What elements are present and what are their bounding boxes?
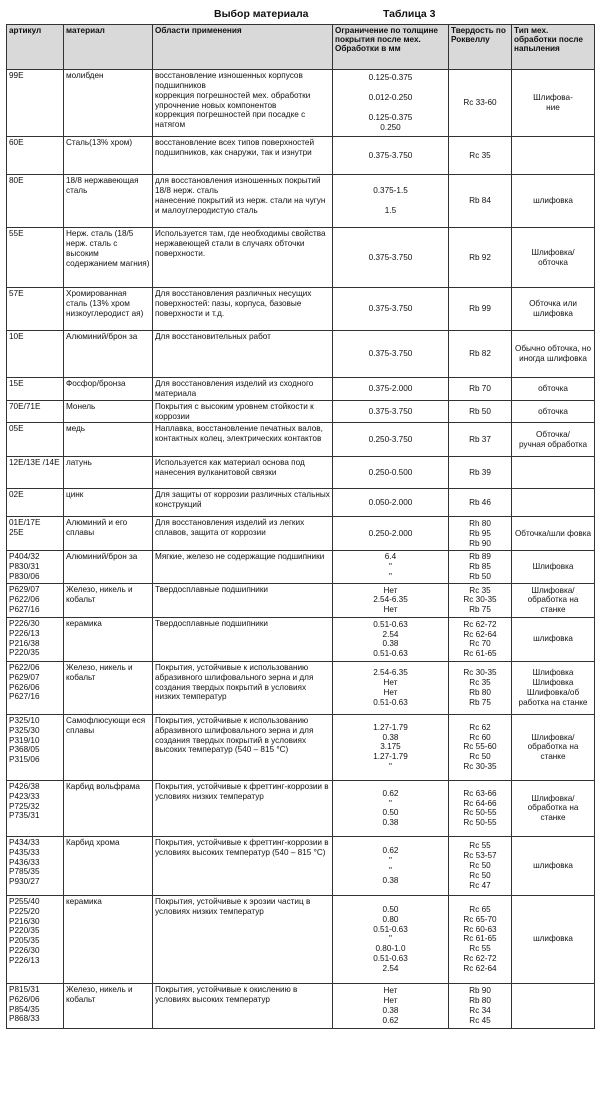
article-cell: 01E/17E 25E bbox=[7, 517, 64, 551]
thickness-limit-cell: 0.375-3.750 bbox=[333, 137, 449, 175]
article-cell: 12E/13E /14E bbox=[7, 457, 64, 489]
application-cell: Покрытия, устойчивые к фреттинг-коррозии в условиях высоких температур (540 – 815 °C) bbox=[153, 836, 333, 895]
material-cell: Алюминий/брон за bbox=[64, 551, 153, 584]
document-title: Выбор материала bbox=[214, 8, 309, 20]
header-article: артикул bbox=[7, 25, 64, 70]
application-cell: Для восстановления изделий из сходного материала bbox=[153, 378, 333, 401]
application-cell: восстановление всех типов поверхностей подшипников, как снаружи, так и изнутри bbox=[153, 137, 333, 175]
application-cell: для восстановления изношенных покрытий 18/8 нерж. сталь нанесение покрытий из нерж. стали на чугун и малоуглеродистую сталь bbox=[153, 175, 333, 228]
article-cell: P622/06 P629/07 P626/06 P627/16 bbox=[7, 661, 64, 714]
hardness-cell: Rb 70 bbox=[449, 378, 512, 401]
header-material: материал bbox=[64, 25, 153, 70]
table-row bbox=[7, 836, 595, 895]
hardness-cell: Rc 55 Rc 53-57 Rc 50 Rc 50 Rc 47 bbox=[449, 836, 512, 895]
application-cell: Используется там, где необходимы свойства нержавеющей стали в случаях обточки поверхности. bbox=[153, 228, 333, 288]
application-cell: Наплавка, восстановление печатных валов, контактных колец, электрических контактов bbox=[153, 423, 333, 457]
application-cell: Покрытия, устойчивые к использованию абразивного шлифовального зерна и для создания твердых покрытий в условиях низких температур bbox=[153, 661, 333, 714]
thickness-limit-cell: 0.375-1.5 1.5 bbox=[333, 175, 449, 228]
machining-type-cell: обточка bbox=[512, 400, 595, 423]
article-cell: 99E bbox=[7, 70, 64, 137]
hardness-cell: Rb 82 bbox=[449, 331, 512, 378]
application-cell: Покрытия с высоким уровнем стойкости к коррозии bbox=[153, 400, 333, 423]
application-cell: Твердосплавные подшипники bbox=[153, 583, 333, 617]
header-hardness: Твердость по Роквеллу bbox=[449, 25, 512, 70]
article-cell: P255/40 P225/20 P216/30 P220/35 P205/35 P226/30 P226/13 bbox=[7, 895, 64, 983]
material-cell: Монель bbox=[64, 400, 153, 423]
article-cell: 02E bbox=[7, 489, 64, 517]
application-cell: восстановление изношенных корпусов подшипников коррекция погрешностей мех. обработки упрочнение новых компонентов коррекция погрешностей при посадке с натягом bbox=[153, 70, 333, 137]
table-row bbox=[7, 457, 595, 489]
hardness-cell: Rh 80 Rb 95 Rb 90 bbox=[449, 517, 512, 551]
article-cell: 57E bbox=[7, 288, 64, 331]
material-cell: Железо, никель и кобальт bbox=[64, 983, 153, 1028]
machining-type-cell: шлифовка bbox=[512, 836, 595, 895]
table-body bbox=[7, 70, 595, 1029]
article-cell: P226/30 P226/13 P216/38 P220/35 bbox=[7, 617, 64, 661]
hardness-cell: Rc 62 Rc 60 Rc 55-60 Rc 50 Rc 30-35 bbox=[449, 714, 512, 780]
hardness-cell: Rb 92 bbox=[449, 228, 512, 288]
machining-type-cell bbox=[512, 489, 595, 517]
material-cell: Карбид хрома bbox=[64, 836, 153, 895]
material-cell: Карбид вольфрама bbox=[64, 780, 153, 836]
material-cell: Фосфор/бронза bbox=[64, 378, 153, 401]
thickness-limit-cell: 1.27-1.79 0.38 3.175 1.27-1.79 " bbox=[333, 714, 449, 780]
machining-type-cell: Обычно обточка, но иногда шлифовка bbox=[512, 331, 595, 378]
table-row bbox=[7, 983, 595, 1028]
hardness-cell: Rc 65 Rc 65-70 Rc 60-63 Rc 61-65 Rc 55 Rc 62-72 Rc 62-64 bbox=[449, 895, 512, 983]
machining-type-cell: Шлифовка/ обработка на станке bbox=[512, 780, 595, 836]
table-row bbox=[7, 517, 595, 551]
thickness-limit-cell: 0.375-3.750 bbox=[333, 400, 449, 423]
thickness-limit-cell: 2.54-6.35 Нет Нет 0.51-0.63 bbox=[333, 661, 449, 714]
table-row bbox=[7, 583, 595, 617]
table-row bbox=[7, 331, 595, 378]
hardness-cell: Rb 46 bbox=[449, 489, 512, 517]
table-row bbox=[7, 423, 595, 457]
machining-type-cell: шлифовка bbox=[512, 617, 595, 661]
application-cell: Покрытия, устойчивые к использованию абразивного шлифовального зерна и для создания твердых покрытий в условиях высоких температур (540 – 815 °C) bbox=[153, 714, 333, 780]
thickness-limit-cell: 0.250-3.750 bbox=[333, 423, 449, 457]
application-cell: Для восстановления изделий из легких сплавов, защита от коррозии bbox=[153, 517, 333, 551]
material-cell: Самофлюсующи еся сплавы bbox=[64, 714, 153, 780]
hardness-cell: Rb 89 Rb 85 Rb 50 bbox=[449, 551, 512, 584]
hardness-cell: Rb 99 bbox=[449, 288, 512, 331]
header-thickness-limit: Ограничение по толщине покрытия после мех. Обработки в мм bbox=[333, 25, 449, 70]
material-cell: керамика bbox=[64, 617, 153, 661]
machining-type-cell: Шлифовка/ обточка bbox=[512, 228, 595, 288]
material-cell: латунь bbox=[64, 457, 153, 489]
table-label: Таблица 3 bbox=[383, 8, 436, 20]
machining-type-cell: шлифовка bbox=[512, 895, 595, 983]
machining-type-cell: Обточка или шлифовка bbox=[512, 288, 595, 331]
hardness-cell: Rb 84 bbox=[449, 175, 512, 228]
table-row bbox=[7, 175, 595, 228]
application-cell: Используется как материал основа под нанесения вулканитовой связки bbox=[153, 457, 333, 489]
table-row bbox=[7, 551, 595, 584]
table-row bbox=[7, 288, 595, 331]
material-cell: керамика bbox=[64, 895, 153, 983]
thickness-limit-cell: 0.51-0.63 2.54 0.38 0.51-0.63 bbox=[333, 617, 449, 661]
hardness-cell: Rb 39 bbox=[449, 457, 512, 489]
hardness-cell: Rb 90 Rb 80 Rc 34 Rc 45 bbox=[449, 983, 512, 1028]
article-cell: P404/32 P830/31 P830/06 bbox=[7, 551, 64, 584]
article-cell: 55E bbox=[7, 228, 64, 288]
machining-type-cell: обточка bbox=[512, 378, 595, 401]
thickness-limit-cell: 0.62 " " 0.38 bbox=[333, 836, 449, 895]
table-header-row bbox=[7, 25, 595, 70]
article-cell: 10E bbox=[7, 331, 64, 378]
machining-type-cell: Шлифовка bbox=[512, 551, 595, 584]
material-cell: Алюминий и его сплавы bbox=[64, 517, 153, 551]
article-cell: 80E bbox=[7, 175, 64, 228]
machining-type-cell bbox=[512, 137, 595, 175]
article-cell: P426/38 P423/33 P725/32 P735/31 bbox=[7, 780, 64, 836]
table-row bbox=[7, 661, 595, 714]
material-cell: медь bbox=[64, 423, 153, 457]
application-cell: Твердосплавные подшипники bbox=[153, 617, 333, 661]
thickness-limit-cell: 6.4 " " bbox=[333, 551, 449, 584]
table-row bbox=[7, 70, 595, 137]
hardness-cell: Rc 35 Rc 30-35 Rb 75 bbox=[449, 583, 512, 617]
machining-type-cell: Шлифовка Шлифовка Шлифовка/об работка на станке bbox=[512, 661, 595, 714]
application-cell: Покрытия, устойчивые к фреттинг-коррозии в условиях низких температур bbox=[153, 780, 333, 836]
material-cell: молибден bbox=[64, 70, 153, 137]
article-cell: P325/10 P325/30 P319/10 P368/05 P315/06 bbox=[7, 714, 64, 780]
hardness-cell: Rc 30-35 Rc 35 Rb 80 Rb 75 bbox=[449, 661, 512, 714]
table-row bbox=[7, 895, 595, 983]
material-cell: Хромированная сталь (13% хром низкоуглеродист ая) bbox=[64, 288, 153, 331]
material-cell: Железо, никель и кобальт bbox=[64, 583, 153, 617]
thickness-limit-cell: 0.62 " 0.50 0.38 bbox=[333, 780, 449, 836]
article-cell: P629/07 P622/06 P627/16 bbox=[7, 583, 64, 617]
thickness-limit-cell: 0.375-3.750 bbox=[333, 288, 449, 331]
table-row bbox=[7, 617, 595, 661]
article-cell: 60E bbox=[7, 137, 64, 175]
table-row bbox=[7, 228, 595, 288]
application-cell: Для защиты от коррозии различных стальных конструкций bbox=[153, 489, 333, 517]
machining-type-cell bbox=[512, 457, 595, 489]
article-cell: 05E bbox=[7, 423, 64, 457]
application-cell: Покрытия, устойчивые к окислению в условиях высоких температур bbox=[153, 983, 333, 1028]
thickness-limit-cell: 0.250-2.000 bbox=[333, 517, 449, 551]
machining-type-cell: Шлифовка/ обработка на станке bbox=[512, 583, 595, 617]
article-cell: 70E/71E bbox=[7, 400, 64, 423]
thickness-limit-cell: 0.050-2.000 bbox=[333, 489, 449, 517]
material-cell: Железо, никель и кобальт bbox=[64, 661, 153, 714]
table-row bbox=[7, 714, 595, 780]
thickness-limit-cell: Нет Нет 0.38 0.62 bbox=[333, 983, 449, 1028]
machining-type-cell: Обточка/ ручная обработка bbox=[512, 423, 595, 457]
table-row bbox=[7, 378, 595, 401]
document-heading bbox=[0, 4, 600, 24]
thickness-limit-cell: 0.375-2.000 bbox=[333, 378, 449, 401]
thickness-limit-cell: 0.50 0.80 0.51-0.63 " 0.80-1.0 0.51-0.63 2.54 bbox=[333, 895, 449, 983]
thickness-limit-cell: 0.375-3.750 bbox=[333, 228, 449, 288]
table-row bbox=[7, 780, 595, 836]
hardness-cell: Rc 33-60 bbox=[449, 70, 512, 137]
hardness-cell: Rc 62-72 Rc 62-64 Rc 70 Rc 61-65 bbox=[449, 617, 512, 661]
machining-type-cell bbox=[512, 983, 595, 1028]
application-cell: Мягкие, железо не содержащие подшипники bbox=[153, 551, 333, 584]
hardness-cell: Rb 50 bbox=[449, 400, 512, 423]
thickness-limit-cell: 0.375-3.750 bbox=[333, 331, 449, 378]
machining-type-cell: шлифовка bbox=[512, 175, 595, 228]
application-cell: Покрытия, устойчивые к эрозии частиц в условиях низких температур bbox=[153, 895, 333, 983]
hardness-cell: Rc 63-66 Rc 64-66 Rc 50-55 Rc 50-55 bbox=[449, 780, 512, 836]
table-row bbox=[7, 489, 595, 517]
article-cell: P815/31 P626/06 P854/35 P868/33 bbox=[7, 983, 64, 1028]
thickness-limit-cell: Нет 2.54-6.35 Нет bbox=[333, 583, 449, 617]
material-cell: Алюминий/брон за bbox=[64, 331, 153, 378]
material-cell: Нерж. сталь (18/5 нерж. сталь с высоким содержанием магния) bbox=[64, 228, 153, 288]
hardness-cell: Rb 37 bbox=[449, 423, 512, 457]
thickness-limit-cell: 0.250-0.500 bbox=[333, 457, 449, 489]
application-cell: Для восстановительных работ bbox=[153, 331, 333, 378]
table-row bbox=[7, 400, 595, 423]
machining-type-cell: Обточка/шли фовка bbox=[512, 517, 595, 551]
hardness-cell: Rc 35 bbox=[449, 137, 512, 175]
thickness-limit-cell: 0.125-0.375 0.012-0.250 0.125-0.375 0.250 bbox=[333, 70, 449, 137]
header-machining-type: Тип мех. обработки после напыления bbox=[512, 25, 595, 70]
application-cell: Для восстановления различных несущих поверхностей: пазы, корпуса, базовые поверхности и т.д. bbox=[153, 288, 333, 331]
header-application: Области применения bbox=[153, 25, 333, 70]
article-cell: 15E bbox=[7, 378, 64, 401]
machining-type-cell: Шлифовка/ обработка на станке bbox=[512, 714, 595, 780]
material-cell: цинк bbox=[64, 489, 153, 517]
table-row bbox=[7, 137, 595, 175]
material-cell: Сталь(13% хром) bbox=[64, 137, 153, 175]
machining-type-cell: Шлифова- ние bbox=[512, 70, 595, 137]
materials-table bbox=[6, 24, 595, 1029]
material-cell: 18/8 нержавеющая сталь bbox=[64, 175, 153, 228]
article-cell: P434/33 P435/33 P436/33 P785/35 P930/27 bbox=[7, 836, 64, 895]
